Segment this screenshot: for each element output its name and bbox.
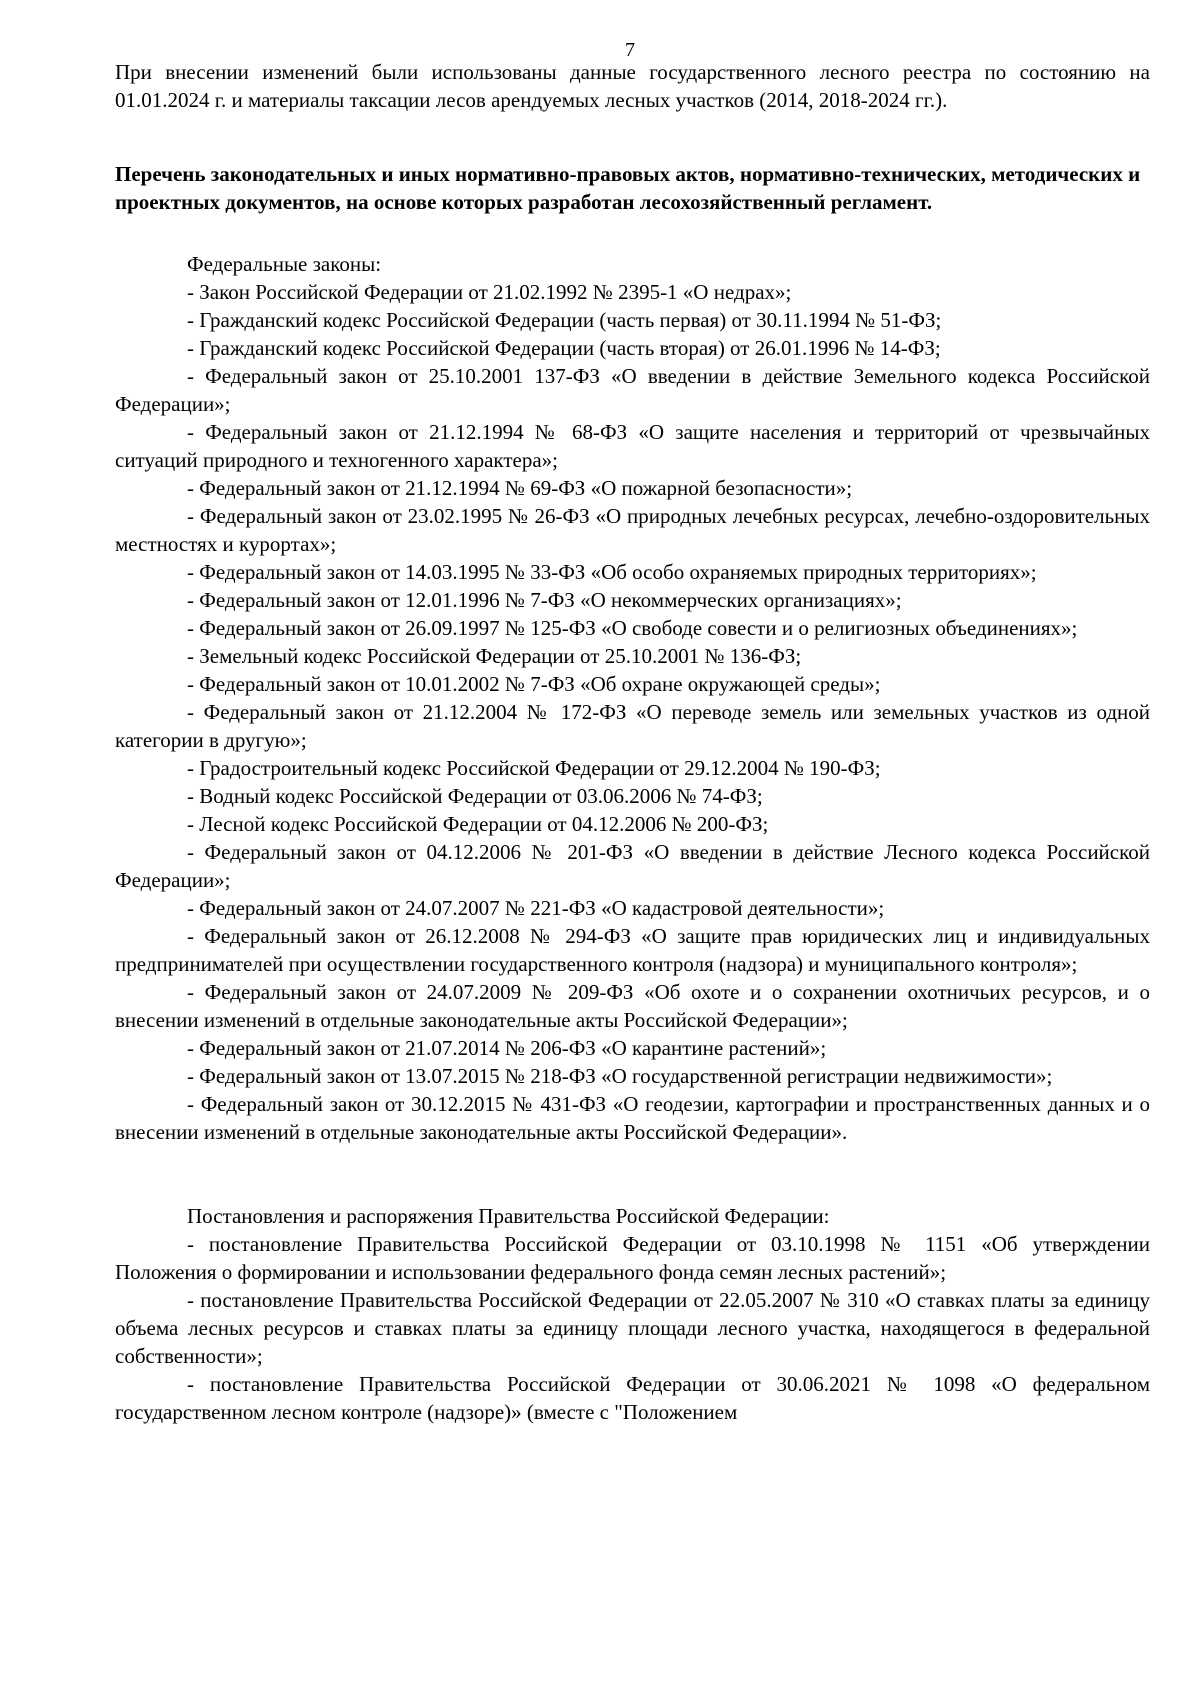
government-acts-title: Постановления и распоряжения Правительства Российской Федерации: <box>187 1204 830 1228</box>
federal-law-item: - Лесной кодекс Российской Федерации от 04.12.2006 № 200-ФЗ; <box>187 812 769 836</box>
federal-law-item: - Федеральный закон от 24.07.2007 № 221-ФЗ «О кадастровой деятельности»; <box>187 896 885 920</box>
federal-law-item: - Федеральный закон от 12.01.1996 № 7-ФЗ «О некоммерческих организациях»; <box>187 588 902 612</box>
federal-law-item: - Закон Российской Федерации от 21.02.1992 № 2395-1 «О недрах»; <box>187 280 792 304</box>
federal-law-item: - Федеральный закон от 25.10.2001 137-ФЗ «О введении в действие Земельного кодекса Российской Федерации»; <box>115 364 1150 416</box>
federal-law-item: - Федеральный закон от 04.12.2006 № 201-ФЗ «О введении в действие Лесного кодекса Российской Федерации»; <box>115 840 1150 892</box>
section-heading: Перечень законодательных и иных нормативно-правовых актов, нормативно-технических, методических и проектных документов, на основе которых разработан лесохозяйственный регламент. <box>115 162 1141 214</box>
federal-law-item: - Гражданский кодекс Российской Федерации (часть вторая) от 26.01.1996 № 14-ФЗ; <box>187 336 941 360</box>
federal-law-item: - Градостроительный кодекс Российской Федерации от 29.12.2004 № 190-ФЗ; <box>187 756 881 780</box>
federal-law-item: - Федеральный закон от 21.12.1994 № 68-ФЗ «О защите населения и территорий от чрезвычайных ситуаций природного и техногенного характера»; <box>115 420 1150 472</box>
federal-law-item: - Федеральный закон от 21.12.1994 № 69-ФЗ «О пожарной безопасности»; <box>187 476 853 500</box>
federal-law-item: - Земельный кодекс Российской Федерации от 25.10.2001 № 136-ФЗ; <box>187 644 802 668</box>
federal-law-item: - Водный кодекс Российской Федерации от 03.06.2006 № 74-ФЗ; <box>187 784 763 808</box>
federal-law-item: - Федеральный закон от 21.07.2014 № 206-ФЗ «О карантине растений»; <box>187 1036 827 1060</box>
federal-law-item: - Федеральный закон от 14.03.1995 № 33-ФЗ «Об особо охраняемых природных территориях»; <box>187 560 1037 584</box>
government-act-item: - постановление Правительства Российской Федерации от 22.05.2007 № 310 «О ставках платы за единицу объема лесных ресурсов и ставках платы за единицу площади лесного участка, находящегося в федеральной собственности»; <box>115 1288 1150 1368</box>
federal-law-item: - Федеральный закон от 26.12.2008 № 294-ФЗ «О защите прав юридических лиц и индивидуальных предпринимателей при осуществлении государственного контроля (надзора) и муниципального контроля»; <box>115 924 1150 976</box>
federal-law-item: - Федеральный закон от 30.12.2015 № 431-ФЗ «О геодезии, картографии и пространственных данных и о внесении изменений в отдельные законодательные акты Российской Федерации». <box>115 1092 1150 1144</box>
federal-law-item: - Федеральный закон от 26.09.1997 № 125-ФЗ «О свободе совести и о религиозных объединениях»; <box>187 616 1078 640</box>
federal-law-item: - Федеральный закон от 13.07.2015 № 218-ФЗ «О государственной регистрации недвижимости»; <box>187 1064 1053 1088</box>
page-number: 7 <box>625 39 635 61</box>
federal-law-item: - Федеральный закон от 10.01.2002 № 7-ФЗ «Об охране окружающей среды»; <box>187 672 881 696</box>
document-body <box>115 58 1150 1426</box>
government-act-item: - постановление Правительства Российской Федерации от 30.06.2021 № 1098 «О федеральном государственном лесном контроле (надзоре)» (вместе с "Положением <box>115 1372 1150 1424</box>
federal-laws-title: Федеральные законы: <box>187 252 382 276</box>
intro-paragraph: При внесении изменений были использованы данные государственного лесного реестра по состоянию на 01.01.2024 г. и материалы таксации лесов арендуемых лесных участков (2014, 2018-2024 гг.). <box>115 60 1150 112</box>
federal-law-item: - Федеральный закон от 24.07.2009 № 209-ФЗ «Об охоте и о сохранении охотничьих ресурсов, и о внесении изменений в отдельные законодательные акты Российской Федерации»; <box>115 980 1150 1032</box>
federal-law-item: - Федеральный закон от 23.02.1995 № 26-ФЗ «О природных лечебных ресурсах, лечебно-оздоровительных местностях и курортах»; <box>115 504 1150 556</box>
federal-law-item: - Гражданский кодекс Российской Федерации (часть первая) от 30.11.1994 № 51-ФЗ; <box>187 308 942 332</box>
federal-law-item: - Федеральный закон от 21.12.2004 № 172-ФЗ «О переводе земель или земельных участков из одной категории в другую»; <box>115 700 1150 752</box>
government-act-item: - постановление Правительства Российской Федерации от 03.10.1998 № 1151 «Об утверждении Положения о формировании и использовании федерального фонда семян лесных растений»; <box>115 1232 1150 1284</box>
